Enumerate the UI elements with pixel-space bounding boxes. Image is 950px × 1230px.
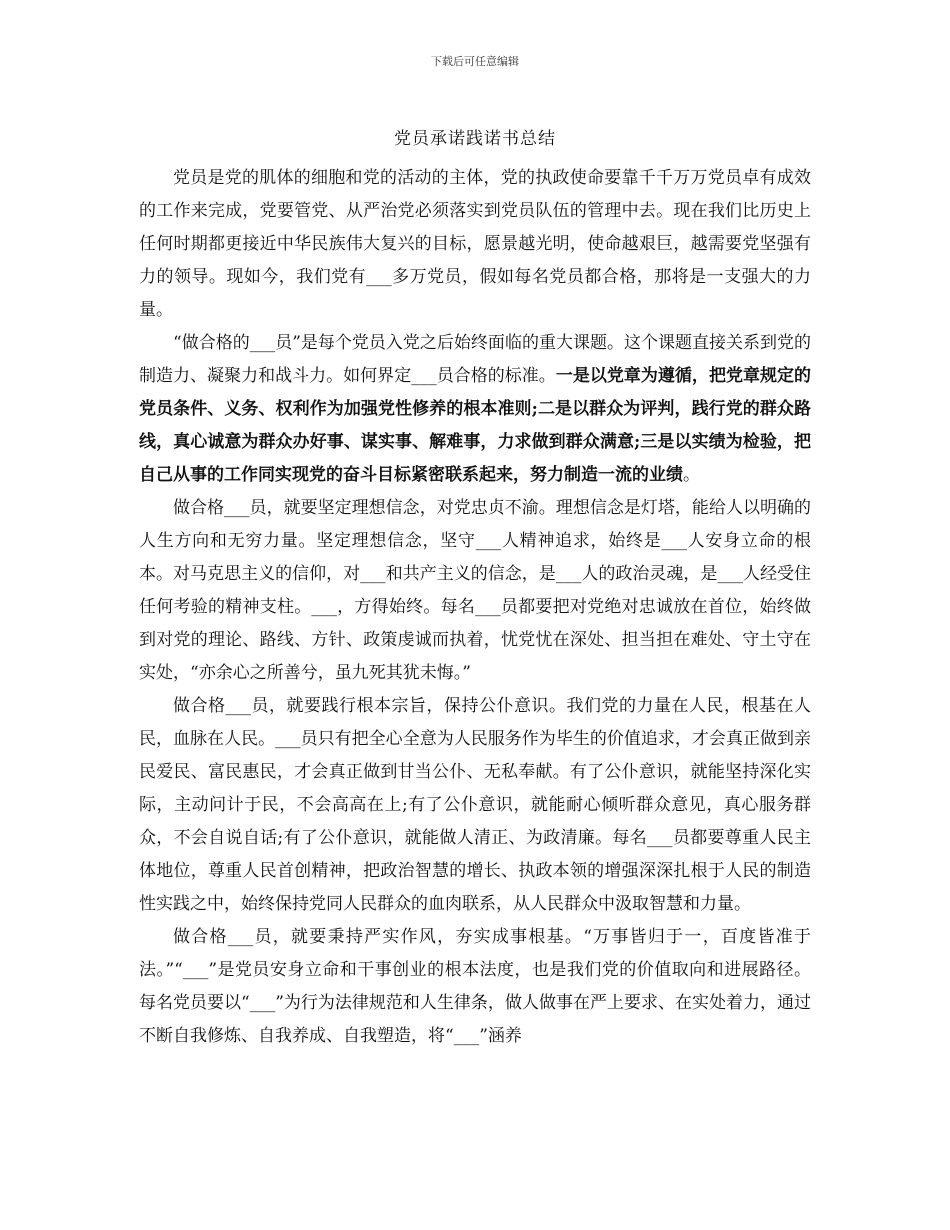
paragraph-text: 党员是党的肌体的细胞和党的活动的主体，党的执政使命要靠千千万万党员卓有成效的工作来完成，党要管党、从严治党必须落实到党员队伍的管理中去。现在我们比历史上任何时期都更接近中华民族伟大复兴的目标，愿景越光明，使命越艰巨，越需要党坚强有力的领导。现如今，我们党有___多万党员，假如每名党员都合格，那将是一支强大的力量。 bbox=[139, 168, 811, 320]
paragraph-conduct bbox=[139, 921, 811, 1053]
paragraph-text: “做合格的___员”是每个党员入党之后始终面临的重大课题。这个课题直接关系到党的制造力、凝聚力和战斗力。如何界定___员合格的标准。 bbox=[139, 333, 811, 386]
paragraph-ideals bbox=[139, 492, 811, 690]
page-title: 党员承诺践诺书总结 bbox=[394, 129, 556, 149]
paragraph-text: 做合格___员，就要坚定理想信念，对党忠贞不渝。理想信念是灯塔，能给人以明确的人生方向和无穷力量。坚定理想信念，坚守___人精神追求，始终是___人安身立命的根本。对马克思主义的信仰，对___和共产主义的信念，是___人的政治灵魂，是___人经受住任何考验的精神支柱。___，方得始终。每名___员都要把对党绝对忠诚放在首位，始终做到对党的理论、路线、方针、政策虔诚而执着，忧党忧在深处、担当担在难处、守土守在实处，“亦余心之所善兮，虽九死其犹未悔。” bbox=[139, 498, 811, 683]
paragraph-service bbox=[139, 690, 811, 921]
paragraph-standards bbox=[139, 327, 811, 492]
paragraph-intro bbox=[139, 162, 811, 327]
paragraph-text: 做合格___员，就要秉持严实作风，夯实成事根基。“万事皆归于一，百度皆准于法。”“___”是党员安身立命和干事创业的根本法度，也是我们党的价值取向和进展路径。每名党员要以“___”为行为法律规范和人生律条，做人做事在严上要求、在实处着力，通过不断自我修炼、自我养成、自我塑造，将“___”涵养 bbox=[139, 927, 811, 1046]
paragraph-tail: 。 bbox=[683, 465, 700, 485]
paragraph-text: 做合格___员，就要践行根本宗旨，保持公仆意识。我们党的力量在人民，根基在人民，血脉在人民。___员只有把全心全意为人民服务作为毕生的价值追求，才会真正做到亲民爱民、富民惠民，才会真正做到甘当公仆、无私奉献。有了公仆意识，就能坚持深化实际，主动问计于民，不会高高在上;有了公仆意识，就能耐心倾听群众意见，真心服务群众，不会自说自话;有了公仆意识，就能做人清正、为政清廉。每名___员都要尊重人民主体地位，尊重人民首创精神，把政治智慧的增长、执政本领的增强深深扎根于人民的制造性实践之中，始终保持党同人民群众的血肉联系，从人民群众中汲取智慧和力量。 bbox=[139, 696, 811, 914]
paragraph-bold-text: 一是以党章为遵循，把党章规定的党员条件、义务、权利作为加强党性修养的根本准则;二是以群众为评判，践行党的群众路线，真心诚意为群众办好事、谋实事、解难事，力求做到群众满意;三是以实绩为检验，把自己从事的工作同实现党的奋斗目标紧密联系起来，努力制造一流的业绩 bbox=[139, 366, 812, 485]
document-body bbox=[139, 162, 811, 1053]
header-note: 下载后可任意编辑 bbox=[431, 55, 519, 68]
